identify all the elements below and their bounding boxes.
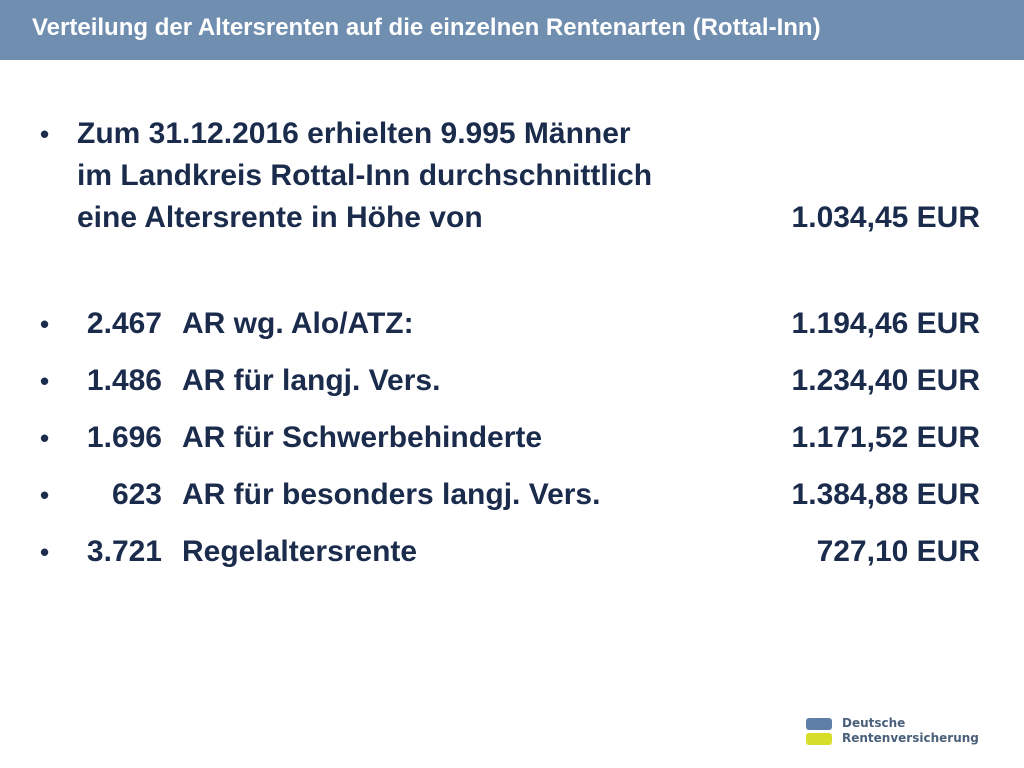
logo-bar-bottom xyxy=(806,733,832,745)
item-label: AR für Schwerbehinderte xyxy=(182,421,543,454)
intro-line-1: Zum 31.12.2016 erhielten 9.995 Männer xyxy=(77,117,631,150)
logo-mark-icon xyxy=(806,718,832,746)
bullet-icon: • xyxy=(40,423,50,453)
item-amount: 727,10 EUR xyxy=(816,535,980,568)
bullet-icon: • xyxy=(40,309,50,339)
list-item xyxy=(0,473,1024,517)
item-amount: 1.234,40 EUR xyxy=(791,364,980,397)
item-label: AR für besonders langj. Vers. xyxy=(182,478,601,511)
intro-line-2: im Landkreis Rottal-Inn durchschnittlich xyxy=(77,159,653,192)
item-amount: 1.384,88 EUR xyxy=(791,478,980,511)
item-count: 2.467 xyxy=(86,307,162,340)
slide-title: Verteilung der Altersrenten auf die einzelnen Rentenarten (Rottal-Inn) xyxy=(32,14,821,41)
list-item xyxy=(0,530,1024,574)
deutsche-rentenversicherung-logo xyxy=(806,716,979,750)
item-amount: 1.194,46 EUR xyxy=(791,307,980,340)
bullet-icon: • xyxy=(40,537,50,567)
list-item xyxy=(0,416,1024,460)
intro-bullet-item xyxy=(0,112,1024,232)
item-label: AR wg. Alo/ATZ: xyxy=(182,307,414,340)
logo-text xyxy=(842,716,979,746)
logo-text-line-2: Rentenversicherung xyxy=(842,731,979,745)
bullet-icon: • xyxy=(40,480,50,510)
intro-line-3: eine Altersrente in Höhe von xyxy=(77,201,483,234)
item-count: 1.486 xyxy=(86,364,162,397)
bullet-icon: • xyxy=(40,366,50,396)
logo-text-line-1: Deutsche xyxy=(842,716,906,730)
item-count: 1.696 xyxy=(86,421,162,454)
intro-amount: 1.034,45 EUR xyxy=(791,201,980,234)
item-count: 3.721 xyxy=(86,535,162,568)
list-item xyxy=(0,359,1024,403)
list-item xyxy=(0,302,1024,346)
item-label: AR für langj. Vers. xyxy=(182,364,441,397)
header-bar xyxy=(0,0,1024,60)
logo-bar-top xyxy=(806,718,832,730)
bullet-icon: • xyxy=(40,119,50,149)
item-amount: 1.171,52 EUR xyxy=(791,421,980,454)
item-count: 623 xyxy=(111,478,162,511)
item-label: Regelaltersrente xyxy=(182,535,418,568)
